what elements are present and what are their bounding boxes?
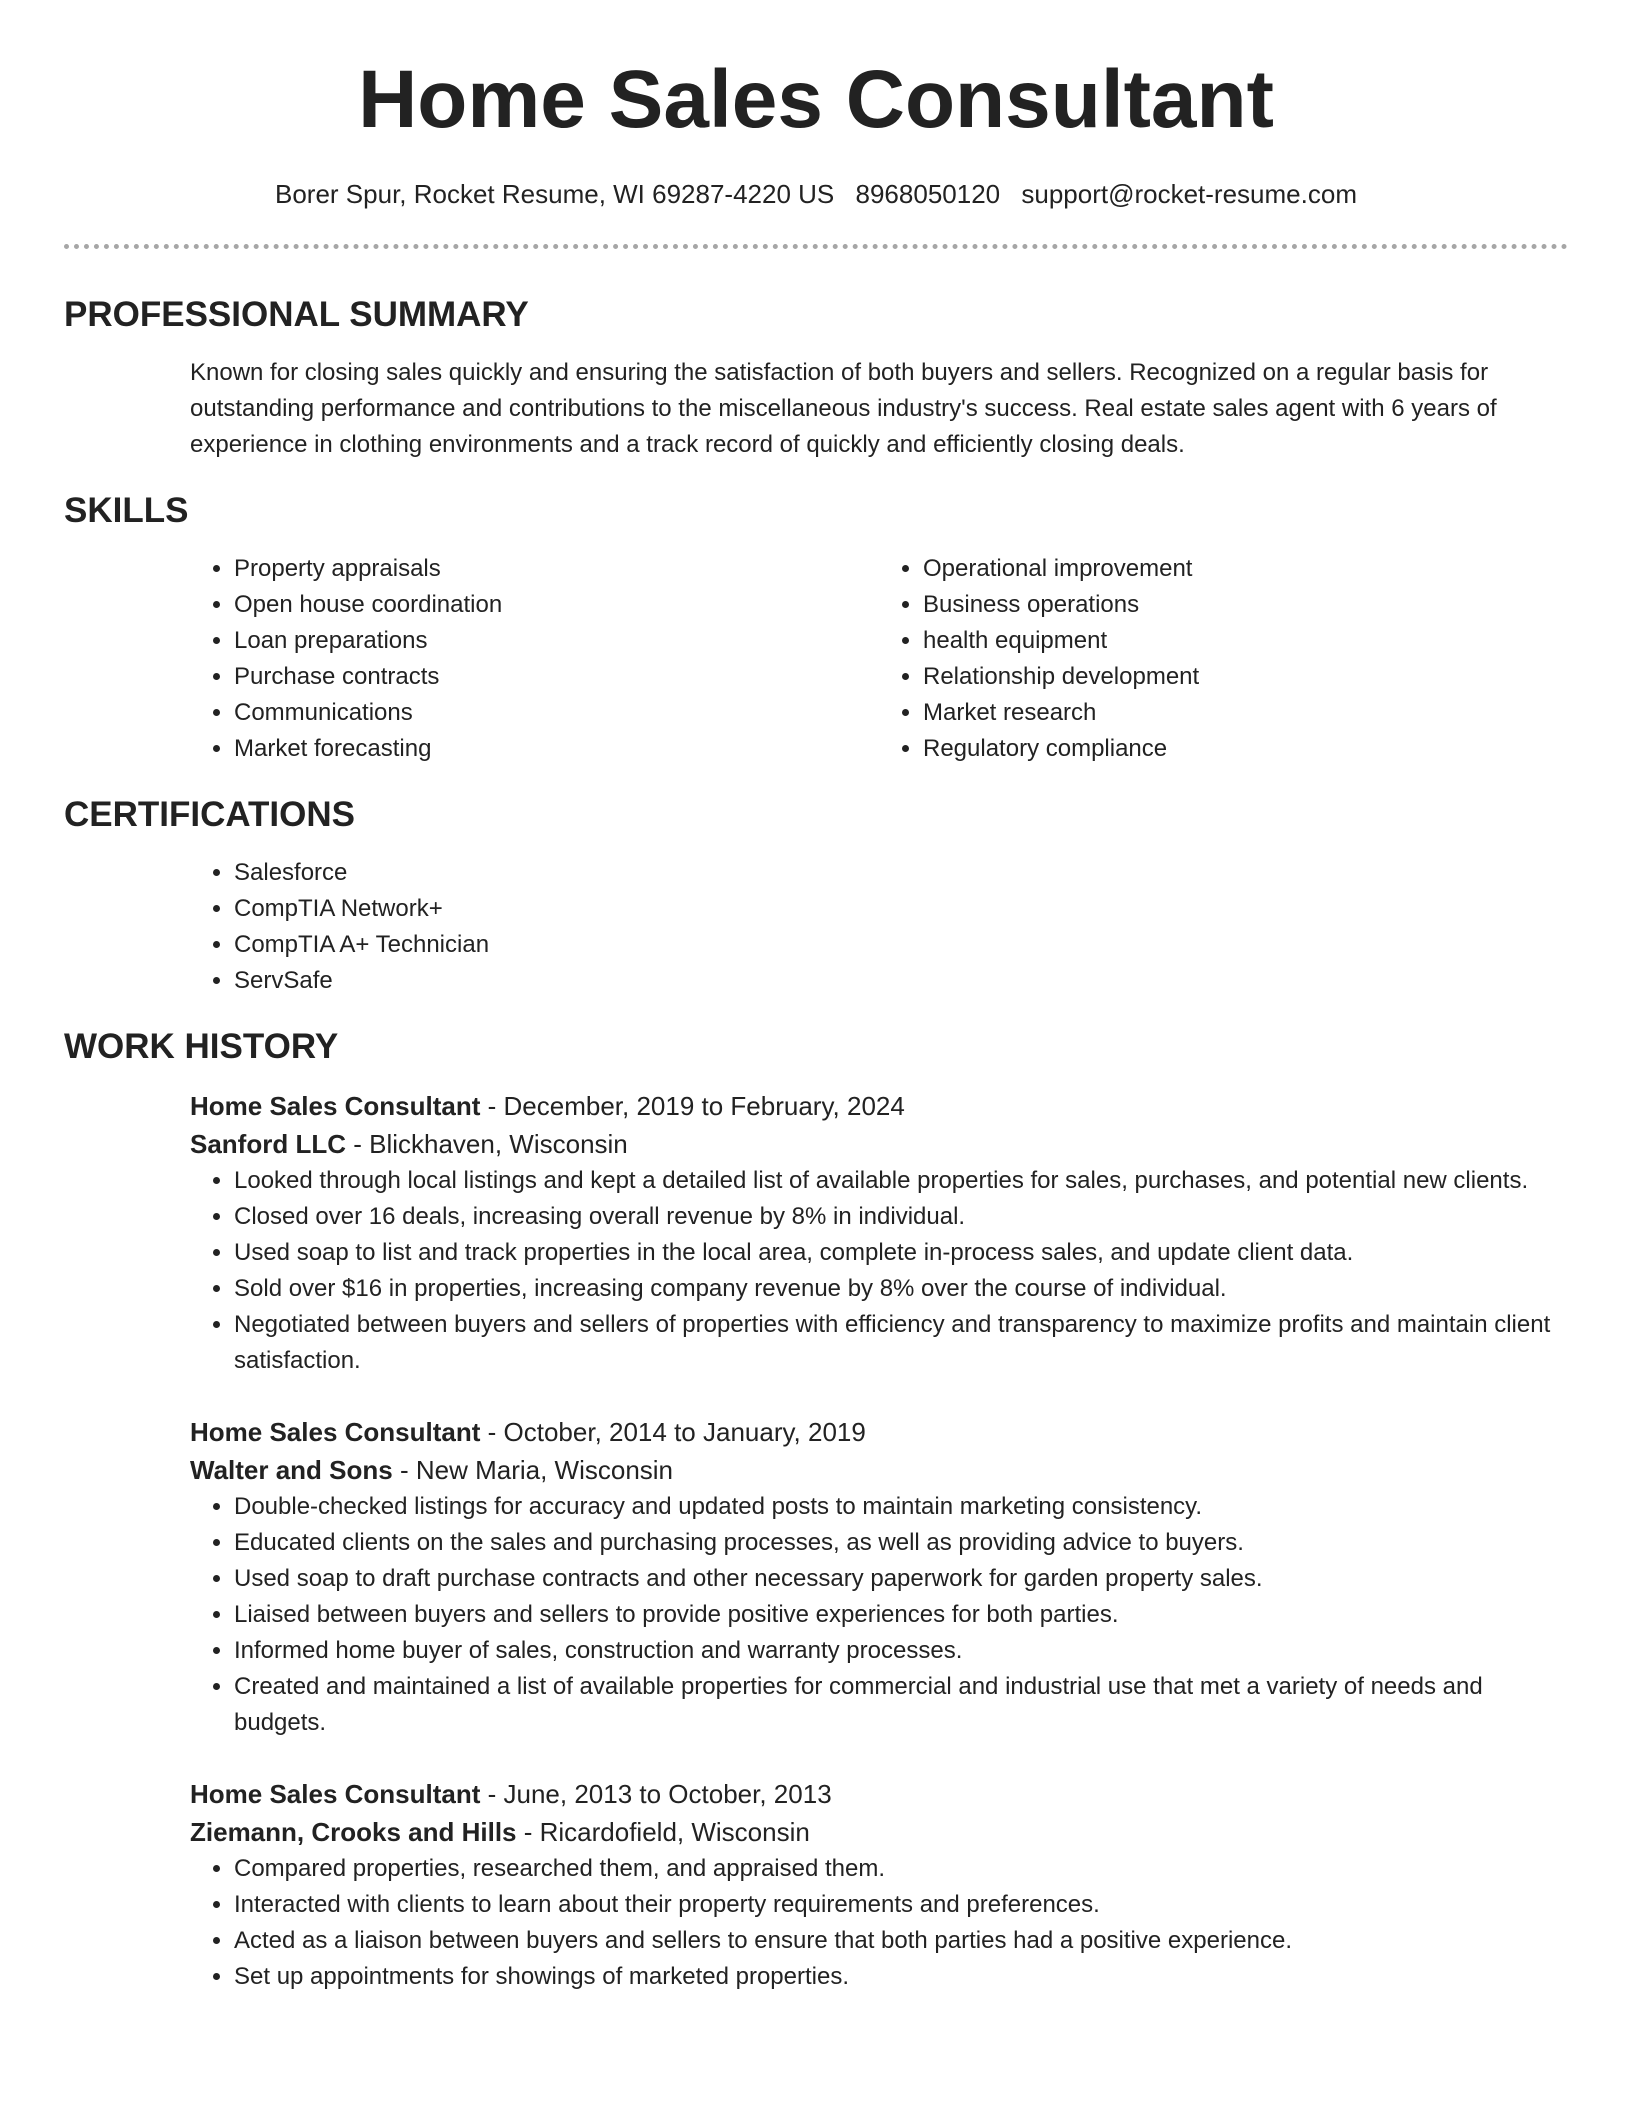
skills-list-left bbox=[190, 551, 879, 767]
job-company: Walter and Sons bbox=[190, 1455, 393, 1485]
certifications-heading: CERTIFICATIONS bbox=[64, 795, 356, 834]
job-duty: • Created and maintained a list of available properties for commercial and industrial use that met a variety of needs and budgets. bbox=[234, 1669, 1568, 1741]
skill-item: • Property appraisals bbox=[234, 551, 879, 587]
job-entry bbox=[190, 1775, 1568, 1995]
certification-item: • ServSafe bbox=[234, 963, 1568, 999]
job-duty: • Educated clients on the sales and purchasing processes, as well as providing advice to buyers. bbox=[234, 1525, 1568, 1561]
job-duty: • Compared properties, researched them, and appraised them. bbox=[234, 1851, 1568, 1887]
job-location: - New Maria, Wisconsin bbox=[392, 1455, 674, 1485]
skills-heading: SKILLS bbox=[64, 491, 189, 530]
job-duty: • Double-checked listings for accuracy and updated posts to maintain marketing consistency. bbox=[234, 1489, 1568, 1525]
job-title-line bbox=[190, 1775, 1568, 1813]
job-entry bbox=[190, 1413, 1568, 1741]
job-duty: • Negotiated between buyers and sellers of properties with efficiency and transparency to maximize profits and maintain client satisfaction. bbox=[234, 1307, 1568, 1379]
job-duties bbox=[190, 1489, 1568, 1741]
job-location: - Blickhaven, Wisconsin bbox=[346, 1129, 628, 1159]
job-duties bbox=[190, 1163, 1568, 1379]
job-dates: - December, 2019 to February, 2024 bbox=[480, 1091, 905, 1121]
skill-item: • Regulatory compliance bbox=[923, 731, 1568, 767]
job-duty: • Liaised between buyers and sellers to provide positive experiences for both parties. bbox=[234, 1597, 1568, 1633]
job-dates: - June, 2013 to October, 2013 bbox=[480, 1779, 832, 1809]
contact-line bbox=[0, 178, 1632, 210]
job-role: Home Sales Consultant bbox=[190, 1779, 481, 1809]
job-title-line bbox=[190, 1087, 1568, 1125]
skill-item: • Operational improvement bbox=[923, 551, 1568, 587]
job-location: - Ricardofield, Wisconsin bbox=[516, 1817, 810, 1847]
job-duties bbox=[190, 1851, 1568, 1995]
job-duty: • Closed over 16 deals, increasing overall revenue by 8% in individual. bbox=[234, 1199, 1568, 1235]
job-role: Home Sales Consultant bbox=[190, 1417, 481, 1447]
job-duty: • Set up appointments for showings of marketed properties. bbox=[234, 1959, 1568, 1995]
job-duty: • Used soap to draft purchase contracts and other necessary paperwork for garden property sales. bbox=[234, 1561, 1568, 1597]
job-company-line bbox=[190, 1125, 1568, 1163]
skill-item: • Market forecasting bbox=[234, 731, 879, 767]
job-entry bbox=[190, 1087, 1568, 1379]
job-title-line bbox=[190, 1413, 1568, 1451]
header-divider bbox=[64, 244, 1568, 249]
work-heading: WORK HISTORY bbox=[64, 1027, 339, 1066]
skill-item: • Relationship development bbox=[923, 659, 1568, 695]
work-section bbox=[64, 1025, 1568, 1995]
candidate-name: Home Sales Consultant bbox=[358, 54, 1274, 145]
job-company-line bbox=[190, 1813, 1568, 1851]
skill-item: • Loan preparations bbox=[234, 623, 879, 659]
certification-item: • CompTIA A+ Technician bbox=[234, 927, 1568, 963]
job-duty: • Interacted with clients to learn about their property requirements and preferences. bbox=[234, 1887, 1568, 1923]
skills-list-right bbox=[879, 551, 1568, 767]
job-duty: • Looked through local listings and kept a detailed list of available properties for sales, purchases, and potential new clients. bbox=[234, 1163, 1568, 1199]
job-duty: • Informed home buyer of sales, construction and warranty processes. bbox=[234, 1633, 1568, 1669]
certifications-section bbox=[64, 793, 1568, 999]
summary-section bbox=[64, 293, 1568, 463]
job-company: Ziemann, Crooks and Hills bbox=[190, 1817, 517, 1847]
job-duty: • Acted as a liaison between buyers and sellers to ensure that both parties had a positive experience. bbox=[234, 1923, 1568, 1959]
certification-item: • Salesforce bbox=[234, 855, 1568, 891]
job-company: Sanford LLC bbox=[190, 1129, 346, 1159]
certifications-list bbox=[190, 855, 1568, 999]
job-duty: • Sold over $16 in properties, increasing company revenue by 8% over the course of individual. bbox=[234, 1271, 1568, 1307]
job-company-line bbox=[190, 1451, 1568, 1489]
skill-item: • Open house coordination bbox=[234, 587, 879, 623]
skill-item: • health equipment bbox=[923, 623, 1568, 659]
contact-address: Borer Spur, Rocket Resume, WI 69287-4220 US bbox=[275, 179, 835, 209]
certification-item: • CompTIA Network+ bbox=[234, 891, 1568, 927]
contact-email: support@rocket-resume.com bbox=[1021, 179, 1357, 209]
skill-item: • Communications bbox=[234, 695, 879, 731]
skills-section bbox=[64, 489, 1568, 767]
summary-text: Known for closing sales quickly and ensuring the satisfaction of both buyers and sellers. Recognized on a regular basis for outstanding performance and contributions to the miscellaneous industry's success. Real estate sales agent with 6 years of experience in clothing environments and a track record of quickly and efficiently closing deals. bbox=[190, 359, 1497, 458]
job-role: Home Sales Consultant bbox=[190, 1091, 481, 1121]
skill-item: • Market research bbox=[923, 695, 1568, 731]
summary-heading: PROFESSIONAL SUMMARY bbox=[64, 295, 529, 334]
job-duty: • Used soap to list and track properties in the local area, complete in-process sales, and update client data. bbox=[234, 1235, 1568, 1271]
skill-item: • Purchase contracts bbox=[234, 659, 879, 695]
contact-phone: 8968050120 bbox=[855, 179, 1001, 209]
job-dates: - October, 2014 to January, 2019 bbox=[480, 1417, 866, 1447]
skill-item: • Business operations bbox=[923, 587, 1568, 623]
skills-columns bbox=[190, 551, 1568, 767]
